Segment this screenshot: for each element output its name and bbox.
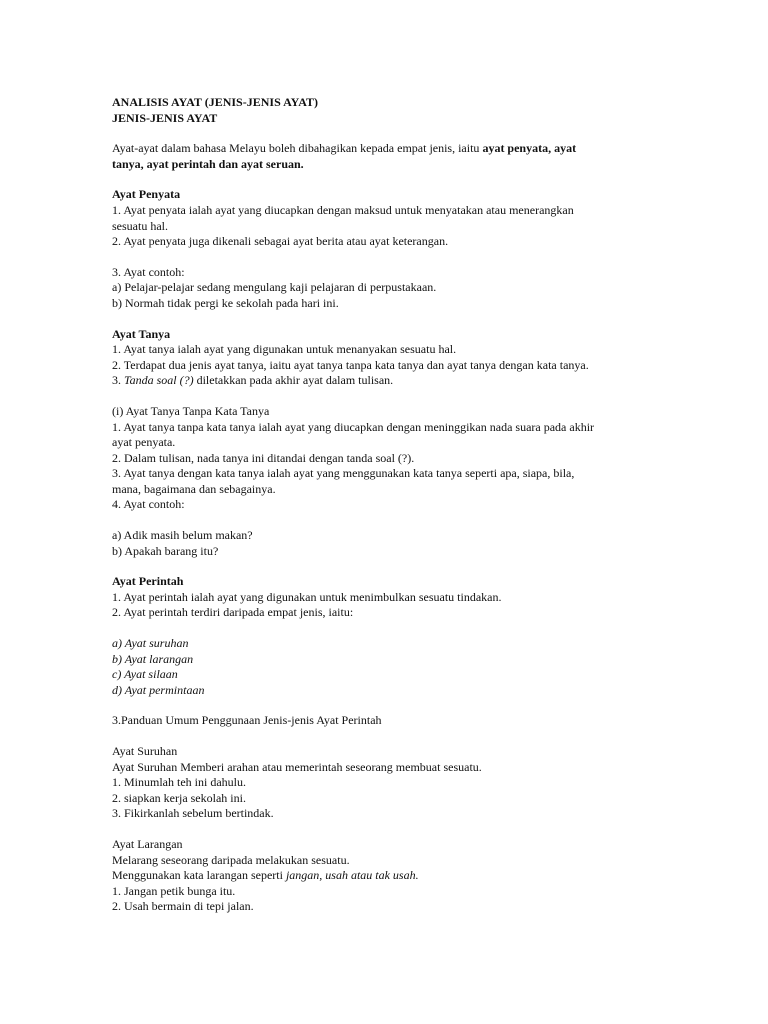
penyata-example-b: b) Normah tidak pergi ke sekolah pada hari ini. [112, 295, 339, 310]
tanya-sub-point-3a: 3. Ayat tanya dengan kata tanya ialah ayat yang menggunakan kata tanya seperti apa, siapa, bila, [112, 466, 575, 481]
document-title: ANALISIS AYAT (JENIS-JENIS AYAT) [112, 95, 318, 109]
tanya-point-3-rest: diletakkan pada akhir ayat dalam tulisan. [193, 373, 394, 388]
larangan-usage-prefix: Menggunakan kata larangan seperti [112, 868, 286, 883]
tanya-sub-point-1b: ayat penyata. [112, 435, 176, 450]
intro-bold-a: ayat penyata, ayat [482, 141, 577, 156]
larangan-description: Melarang seseorang daripada melakukan sesuatu. [112, 852, 350, 867]
tanya-point-3-italic: Tanda soal (?) [124, 373, 194, 388]
penyata-point-1a: 1. Ayat penyata ialah ayat yang diucapkan dengan maksud untuk menyatakan atau menerangkan [112, 202, 574, 217]
tanya-sub-point-1a: 1. Ayat tanya tanpa kata tanya ialah ayat yang diucapkan dengan meninggikan nada suara pada akhir [112, 419, 595, 434]
larangan-item-1: 1. Jangan petik bunga itu. [112, 883, 236, 898]
tanya-point-3 [112, 373, 672, 389]
tanya-point-2: 2. Terdapat dua jenis ayat tanya, iaitu ayat tanya tanpa kata tanya dan ayat tanya dengan kata tanya. [112, 357, 589, 372]
section-heading-larangan: Ayat Larangan [112, 836, 183, 851]
larangan-item-2: 2. Usah bermain di tepi jalan. [112, 899, 254, 914]
perintah-type-c: c) Ayat silaan [112, 667, 178, 682]
penyata-example-a: a) Pelajar-pelajar sedang mengulang kaji pelajaran di perpustakaan. [112, 280, 437, 295]
tanya-point-3-prefix: 3. [112, 373, 124, 388]
perintah-type-d: d) Ayat permintaan [112, 682, 205, 697]
perintah-type-b: b) Ayat larangan [112, 651, 194, 666]
suruhan-item-1: 1. Minumlah teh ini dahulu. [112, 775, 246, 790]
tanya-sub-point-2: 2. Dalam tulisan, nada tanya ini ditandai dengan tanda soal (?). [112, 450, 415, 465]
suruhan-item-3: 3. Fikirkanlah sebelum bertindak. [112, 806, 274, 821]
suruhan-description: Ayat Suruhan Memberi arahan atau memerintah seseorang membuat sesuatu. [112, 759, 482, 774]
perintah-point-1: 1. Ayat perintah ialah ayat yang digunakan untuk menimbulkan sesuatu tindakan. [112, 589, 502, 604]
section-heading-penyata: Ayat Penyata [112, 187, 181, 202]
tanya-sub-point-4: 4. Ayat contoh: [112, 497, 185, 512]
tanya-example-b: b) Apakah barang itu? [112, 543, 219, 558]
intro-bold-b: tanya, ayat perintah dan ayat seruan. [112, 156, 304, 171]
intro-text: Ayat-ayat dalam bahasa Melayu boleh dibahagikan kepada empat jenis, iaitu [112, 141, 483, 156]
penyata-point-1b: sesuatu hal. [112, 218, 168, 233]
penyata-point-2: 2. Ayat penyata juga dikenali sebagai ayat berita atau ayat keterangan. [112, 234, 449, 249]
tanya-example-a: a) Adik masih belum makan? [112, 528, 253, 543]
section-heading-suruhan: Ayat Suruhan [112, 744, 178, 758]
tanya-point-1: 1. Ayat tanya ialah ayat yang digunakan untuk menanyakan sesuatu hal. [112, 342, 457, 357]
document-page [112, 95, 672, 915]
penyata-point-3: 3. Ayat contoh: [112, 264, 185, 279]
suruhan-item-2: 2. siapkan kerja sekolah ini. [112, 790, 246, 805]
tanya-subheading: (i) Ayat Tanya Tanpa Kata Tanya [112, 403, 270, 418]
intro-paragraph-line-1 [112, 141, 672, 157]
perintah-type-a: a) Ayat suruhan [112, 636, 189, 651]
tanya-sub-point-3b: mana, bagaimana dan sebagainya. [112, 481, 276, 496]
larangan-usage [112, 868, 672, 884]
perintah-point-2: 2. Ayat perintah terdiri daripada empat jenis, iaitu: [112, 605, 354, 620]
larangan-usage-italic: jangan, usah atau tak usah. [285, 868, 419, 883]
section-heading-perintah: Ayat Perintah [112, 574, 184, 589]
section-heading-tanya: Ayat Tanya [112, 326, 171, 341]
perintah-panduan: 3.Panduan Umum Penggunaan Jenis-jenis Ayat Perintah [112, 713, 382, 728]
document-subtitle: JENIS-JENIS AYAT [112, 110, 218, 125]
